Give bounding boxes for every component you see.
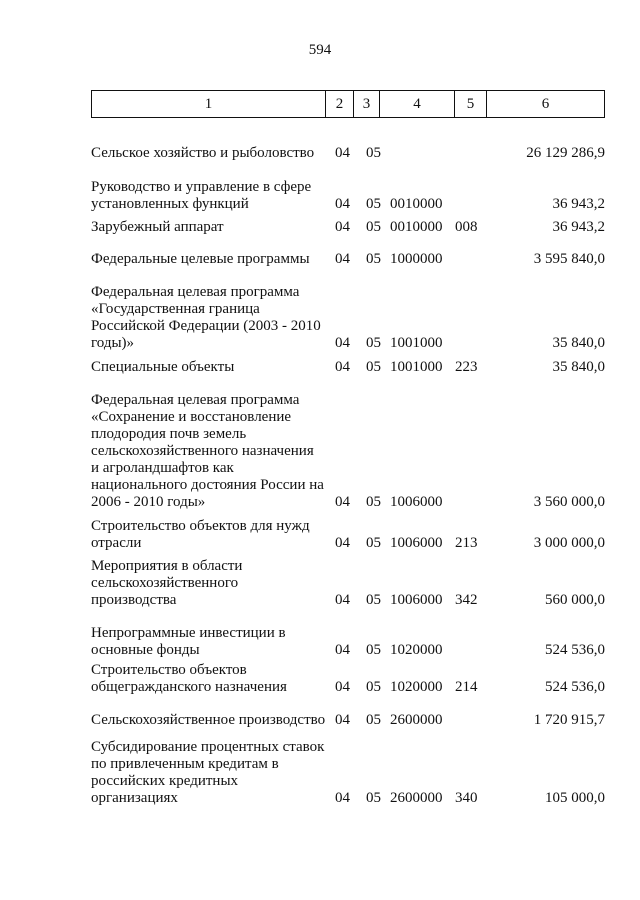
- cell-c4: 2600000: [390, 790, 443, 806]
- cell-c3: 05: [366, 642, 381, 658]
- row-name-line: Субсидирование процентных ставок: [91, 739, 325, 755]
- cell-c2: 04: [335, 251, 350, 267]
- row-name-line: сельскохозяйственного назначения: [91, 443, 314, 459]
- row-name-line: Строительство объектов: [91, 662, 247, 678]
- row-name-line: Федеральная целевая программа: [91, 392, 300, 408]
- cell-c6: 3 595 840,0: [533, 251, 605, 267]
- cell-c6: 1 720 915,7: [533, 712, 605, 728]
- row-name-line: Федеральная целевая программа: [91, 284, 300, 300]
- row-name-line: установленных функций: [91, 196, 249, 212]
- row-name-line: «Государственная граница: [91, 301, 260, 317]
- cell-c3: 05: [366, 790, 381, 806]
- cell-c3: 05: [366, 494, 381, 510]
- table-header: [91, 90, 605, 118]
- cell-c4: 1006000: [390, 494, 443, 510]
- row-name-line: организациях: [91, 790, 178, 806]
- cell-c2: 04: [335, 642, 350, 658]
- cell-c2: 04: [335, 219, 350, 235]
- cell-c2: 04: [335, 196, 350, 212]
- cell-c4: 2600000: [390, 712, 443, 728]
- row-name: [91, 284, 331, 352]
- cell-c6: 105 000,0: [545, 790, 605, 806]
- row-name-line: и агроландшафтов как: [91, 460, 234, 476]
- cell-c6: 36 943,2: [552, 196, 605, 212]
- row-name-line: Сельское хозяйство и рыболовство: [91, 145, 315, 161]
- row-name: [91, 251, 331, 268]
- cell-c4: 1000000: [390, 251, 443, 267]
- cell-c2: 04: [335, 592, 350, 608]
- cell-c5: 214: [455, 679, 478, 695]
- cell-c3: 05: [366, 251, 381, 267]
- cell-c4: 1006000: [390, 535, 443, 551]
- cell-c4: 1020000: [390, 679, 443, 695]
- cell-c2: 04: [335, 712, 350, 728]
- row-name: [91, 625, 331, 659]
- cell-c3: 05: [366, 359, 381, 375]
- row-name-line: основные фонды: [91, 642, 200, 658]
- row-name: [91, 359, 331, 376]
- cell-c2: 04: [335, 790, 350, 806]
- cell-c3: 05: [366, 712, 381, 728]
- cell-c4: 0010000: [390, 219, 443, 235]
- row-name-line: Руководство и управление в сфере: [91, 179, 312, 195]
- cell-c3: 05: [366, 145, 381, 161]
- row-name-line: национального достояния России на: [91, 477, 324, 493]
- cell-c6: 35 840,0: [552, 335, 605, 351]
- header-col-5: 5: [455, 91, 487, 117]
- row-name-line: Федеральные целевые программы: [91, 251, 310, 267]
- row-name: [91, 558, 331, 609]
- cell-c3: 05: [366, 592, 381, 608]
- cell-c6: 36 943,2: [552, 219, 605, 235]
- row-name: [91, 662, 331, 696]
- cell-c6: 560 000,0: [545, 592, 605, 608]
- row-name-line: годы)»: [91, 335, 135, 351]
- cell-c2: 04: [335, 359, 350, 375]
- cell-c5: 342: [455, 592, 478, 608]
- cell-c3: 05: [366, 219, 381, 235]
- row-name: [91, 712, 331, 729]
- row-name-line: Зарубежный аппарат: [91, 219, 224, 235]
- cell-c6: 3 000 000,0: [533, 535, 605, 551]
- cell-c2: 04: [335, 494, 350, 510]
- row-name: [91, 392, 331, 511]
- cell-c5: 213: [455, 535, 478, 551]
- cell-c6: 524 536,0: [545, 679, 605, 695]
- row-name: [91, 179, 331, 213]
- row-name-line: отрасли: [91, 535, 142, 551]
- row-name-line: сельскохозяйственного: [91, 575, 239, 591]
- cell-c4: 1020000: [390, 642, 443, 658]
- row-name-line: 2006 - 2010 годы»: [91, 494, 206, 510]
- cell-c6: 3 560 000,0: [533, 494, 605, 510]
- header-col-1: 1: [92, 91, 326, 117]
- header-col-6: 6: [541, 96, 550, 112]
- row-name-line: Российской Федерации (2003 - 2010: [91, 318, 321, 334]
- row-name-line: Мероприятия в области: [91, 558, 243, 574]
- cell-c3: 05: [366, 535, 381, 551]
- row-name-line: российских кредитных: [91, 773, 239, 789]
- cell-c6: 524 536,0: [545, 642, 605, 658]
- cell-c2: 04: [335, 679, 350, 695]
- row-name-line: Сельскохозяйственное производство: [91, 712, 326, 728]
- row-name-line: Специальные объекты: [91, 359, 235, 375]
- row-name-line: по привлеченным кредитам в: [91, 756, 279, 772]
- cell-c4: 1001000: [390, 335, 443, 351]
- cell-c4: 0010000: [390, 196, 443, 212]
- header-col-2: 2: [326, 91, 354, 117]
- row-name-line: общегражданского назначения: [91, 679, 287, 695]
- header-col-4: 4: [380, 91, 455, 117]
- row-name: [91, 518, 331, 552]
- cell-c5: 008: [455, 219, 478, 235]
- cell-c3: 05: [366, 335, 381, 351]
- cell-c6: 26 129 286,9: [526, 145, 605, 161]
- row-name: [91, 739, 331, 807]
- cell-c4: 1006000: [390, 592, 443, 608]
- cell-c3: 05: [366, 679, 381, 695]
- row-name: [91, 145, 331, 162]
- page-number: 594: [308, 42, 332, 58]
- cell-c5: 340: [455, 790, 478, 806]
- row-name-line: плодородия почв земель: [91, 426, 247, 442]
- row-name-line: «Сохранение и восстановление: [91, 409, 292, 425]
- row-name: [91, 219, 331, 236]
- row-name-line: Строительство объектов для нужд: [91, 518, 310, 534]
- cell-c4: 1001000: [390, 359, 443, 375]
- cell-c3: 05: [366, 196, 381, 212]
- row-name-line: Непрограммные инвестиции в: [91, 625, 286, 641]
- cell-c2: 04: [335, 335, 350, 351]
- header-col-3: 3: [354, 91, 380, 117]
- cell-c6: 35 840,0: [552, 359, 605, 375]
- cell-c5: 223: [455, 359, 478, 375]
- row-name-line: производства: [91, 592, 177, 608]
- cell-c2: 04: [335, 145, 350, 161]
- cell-c2: 04: [335, 535, 350, 551]
